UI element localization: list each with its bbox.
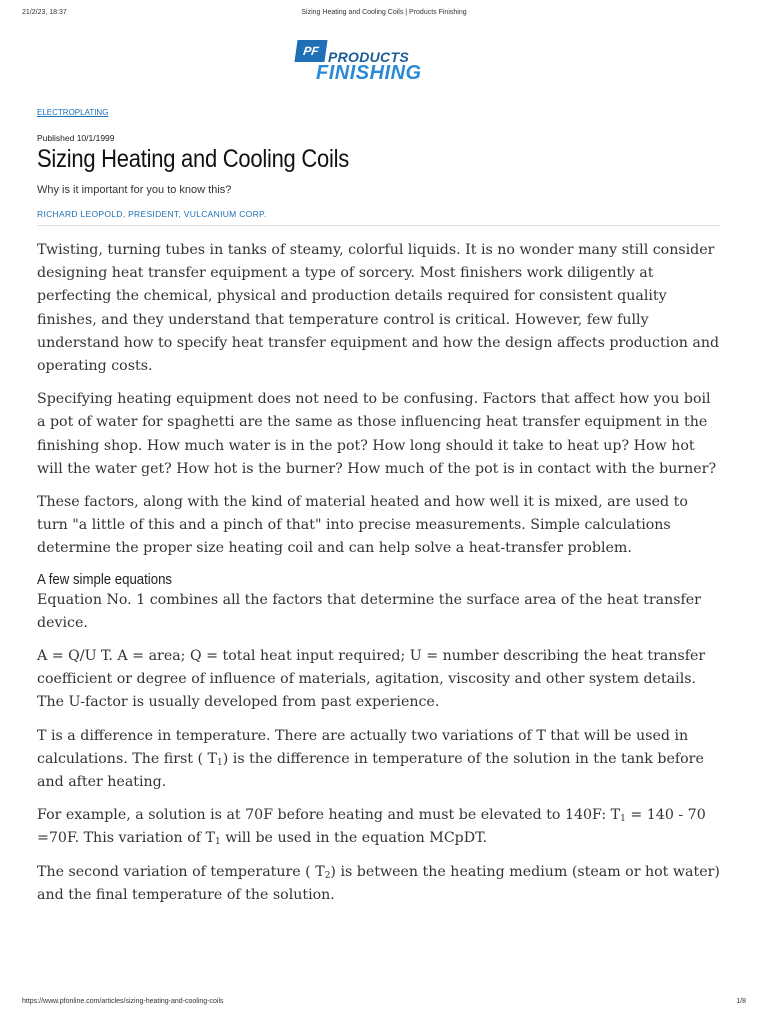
article-body (37, 239, 720, 907)
p6-text-b: ) is the difference in temperature of the solution in the tank before and after heating. (37, 750, 704, 791)
print-timestamp: 21/2/23, 18:37 (22, 9, 67, 16)
subscript: 1 (217, 757, 223, 768)
published-date: Published 10/1/1999 (37, 133, 115, 143)
paragraph-2: Specifying heating equipment does not need to be confusing. Factors that affect how you boil a pot of water for spaghetti are the same as those influencing heat transfer equipment in the finishing shop. How much water is in the pot? How long should it take to heat up? How hot will the water get? How hot is the burner? How much of the pot is in contact with the burner? (37, 391, 717, 477)
article-title: Sizing Heating and Cooling Coils (37, 145, 349, 173)
paragraph-8 (37, 861, 720, 907)
paragraph-5: A = Q/U T. A = area; Q = total heat input required; U = number describing the heat transfer coefficient or degree of influence of materials, agitation, viscosity and other system details. The U-factor is usually developed from past experience. (37, 648, 706, 711)
section-heading-equations: A few simple equations (37, 570, 173, 588)
article-subtitle: Why is it important for you to know this? (37, 184, 232, 196)
print-footer (22, 998, 746, 1010)
p7-text-b: = 140 - 70 =70F. This variation of T (37, 807, 706, 847)
print-url[interactable]: https://www.pfonline.com/articles/sizing-heating-and-cooling-coils (22, 998, 224, 1005)
paragraph-3: These factors, along with the kind of material heated and how well it is mixed, are used to turn "a little of this and a pinch of that" into precise measurements. Simple calculations determine the proper size heating coil and can help solve a heat-transfer problem. (37, 494, 688, 557)
p7-text-a: For example, a solution is at 70F before heating and must be elevated to 140F: T (37, 807, 621, 824)
paragraph-7 (37, 804, 720, 850)
p6-text-a: T is a difference in temperature. There are actually two variations of T that will be used in calculations. The first ( T (37, 727, 689, 767)
page-number: 1/8 (736, 998, 746, 1005)
products-finishing-logo[interactable] (296, 38, 476, 84)
paragraph-1: Twisting, turning tubes in tanks of steamy, colorful liquids. It is no wonder many still consider designing heat transfer equipment a type of sorcery. Most finishers work diligently at perfecting the chemical, physical and production details required for consistent quality finishes, and they understand that temperature control is critical. However, few fully understand how to specify heat transfer equipment and how the design affects production and operating costs. (37, 242, 720, 375)
subscript: 2 (324, 870, 331, 881)
paragraph-4: Equation No. 1 combines all the factors that determine the surface area of the heat transfer device. (37, 591, 701, 631)
logo-line2: FINISHING (316, 62, 422, 84)
p8-text-b: ) is between the heating medium (steam or hot water) and the final temperature of the solution. (37, 863, 720, 903)
print-header (22, 9, 746, 21)
author-byline[interactable]: RICHARD LEOPOLD, PRESIDENT, VULCANIUM CORP. (37, 209, 720, 226)
article (37, 100, 720, 917)
print-page-title: Sizing Heating and Cooling Coils | Products Finishing (301, 9, 467, 16)
subscript: 1 (620, 814, 626, 825)
subscript: 1 (214, 837, 221, 848)
p7-text-c: will be used in the equation MCpDT. (220, 830, 488, 847)
paragraph-6 (37, 725, 720, 795)
logo-badge: PF (294, 40, 327, 62)
logo-line1: PRODUCTS (328, 49, 409, 65)
category-link[interactable]: ELECTROPLATING (37, 108, 109, 117)
p8-text-a: The second variation of temperature ( T (37, 863, 325, 880)
